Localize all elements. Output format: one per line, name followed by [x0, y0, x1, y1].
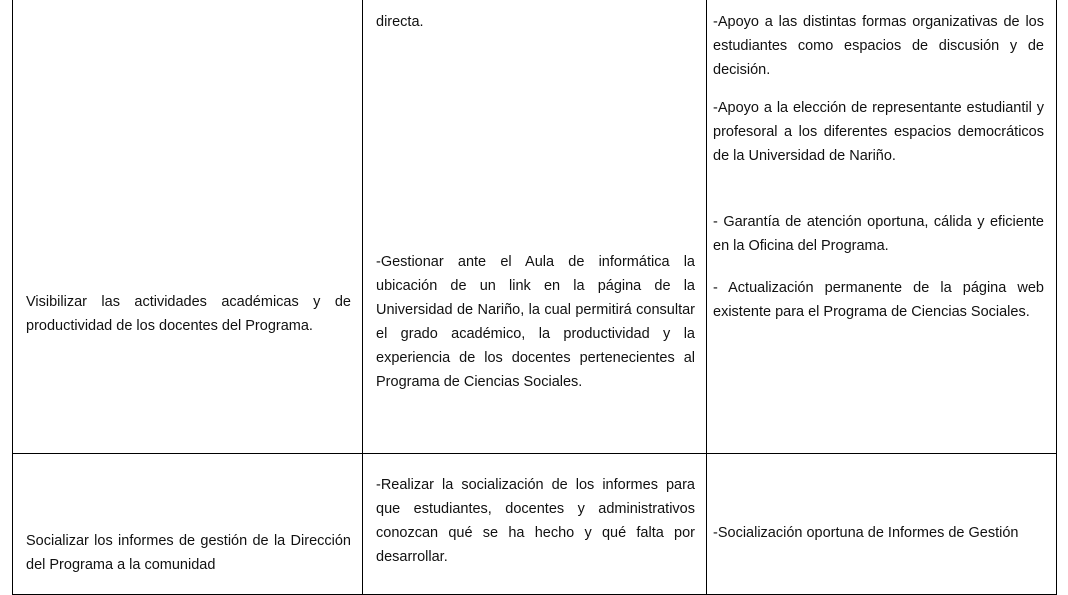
- plan-table: [12, 0, 1057, 595]
- actions-cell: [363, 454, 707, 595]
- action-text: -Realizar la socialización de los informes para que estudiantes, docentes y administrativos conozcan qué se ha hecho y qué falta por desarrollar.: [376, 477, 695, 565]
- action-text: -Gestionar ante el Aula de informática la ubicación de un link en la página de la Universidad de Nariño, la cual permitirá consultar el grado académico, la productividad y la experiencia de los docentes pertenecientes al Programa de Ciencias Sociales.: [376, 254, 695, 390]
- results-cell: [707, 0, 1057, 454]
- results-cell: [707, 454, 1057, 595]
- objective-text: Visibilizar las actividades académicas y de productividad de los docentes del Programa.: [26, 294, 351, 334]
- table-row: [13, 0, 1057, 454]
- result-text: - Garantía de atención oportuna, cálida y eficiente en la Oficina del Programa.: [713, 214, 1044, 254]
- result-text: -Apoyo a la elección de representante estudiantil y profesoral a los diferentes espacios democráticos de la Universidad de Nariño.: [713, 100, 1044, 164]
- table-row: [13, 454, 1057, 595]
- result-text: -Socialización oportuna de Informes de Gestión: [713, 525, 1019, 541]
- actions-cell: [363, 0, 707, 454]
- objective-text: Socializar los informes de gestión de la Dirección del Programa a la comunidad: [26, 533, 351, 573]
- action-text: directa.: [376, 14, 424, 30]
- result-text: - Actualización permanente de la página web existente para el Programa de Ciencias Sociales.: [713, 280, 1044, 320]
- objective-cell: [13, 0, 363, 454]
- result-text: -Apoyo a las distintas formas organizativas de los estudiantes como espacios de discusión y de decisión.: [713, 14, 1044, 78]
- objective-cell: [13, 454, 363, 595]
